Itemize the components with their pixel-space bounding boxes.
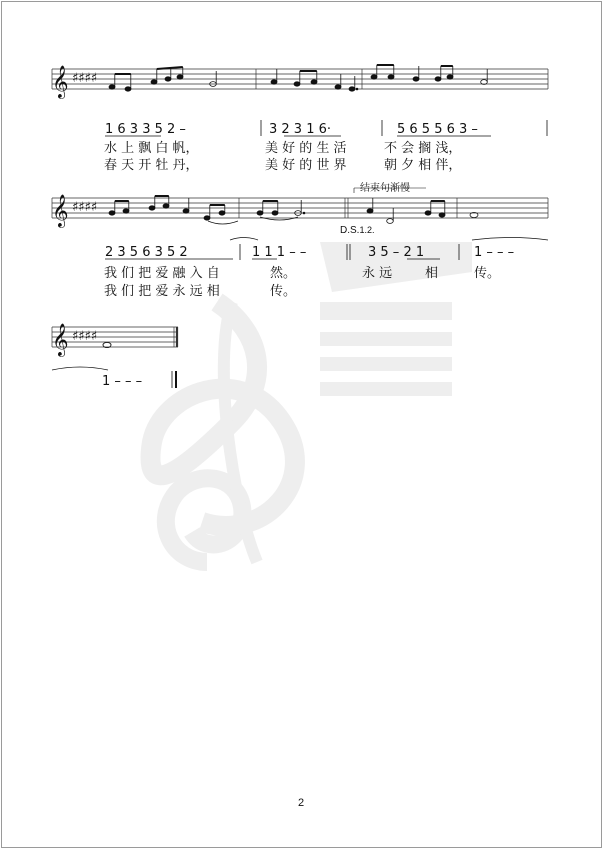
key-signature-sharps: ♯♯♯♯ xyxy=(72,329,98,344)
lyric-line1-m2: 美 好 的 生 活 xyxy=(265,141,347,156)
lyrics-system-1 xyxy=(104,140,461,173)
lyric-line2-m1: 春 天 开 牡 丹， xyxy=(104,158,199,173)
lyric-line2-m3: 朝 夕 相 伴， xyxy=(384,158,462,173)
treble-clef-icon: 𝄞 xyxy=(52,323,69,356)
tempo-annotation xyxy=(354,181,426,194)
lyric-line1-m4: 我 们 把 爱 融 入 自 xyxy=(104,266,220,281)
jianpu-measure-5: 1 1 1 – – xyxy=(252,245,307,260)
staff-system-3 xyxy=(52,327,178,347)
key-signature-sharps: ♯♯♯♯ xyxy=(72,200,98,215)
lyric-line1-m5: 然。 xyxy=(270,266,297,281)
lyric-line1-m7: 传。 xyxy=(474,266,501,281)
jianpu-system-1 xyxy=(105,120,547,137)
jianpu-measure-4: 2 3 5 6 3 5 2 xyxy=(105,245,188,260)
notes-system-2 xyxy=(109,196,478,224)
jianpu-system-3 xyxy=(52,367,176,389)
lyric-line2-m5: 传。 xyxy=(270,284,297,299)
jianpu-measure-2: 3 2 3 1 6· xyxy=(269,122,332,137)
treble-clef-icon: 𝄞 xyxy=(52,65,69,98)
lyric-line1-m1: 水 上 飘 白 帆， xyxy=(104,141,199,156)
lyric-line1-m6a: 永 远 xyxy=(362,266,393,281)
score-page xyxy=(1,1,602,848)
jianpu-measure-8: 1 – – – xyxy=(102,374,143,389)
page-number: 2 xyxy=(298,797,305,809)
key-signature-sharps: ♯♯♯♯ xyxy=(72,71,98,86)
score-canvas xyxy=(2,2,601,847)
ds-label: D.S.1.2. xyxy=(340,225,375,236)
jianpu-measure-3: 5 6 5 5 6 3 – xyxy=(397,122,478,137)
lyric-line2-m4: 我 们 把 爱 永 远 相 xyxy=(104,284,220,299)
lyric-line2-m2: 美 好 的 世 界 xyxy=(265,158,347,173)
treble-clef-icon: 𝄞 xyxy=(52,194,69,227)
jianpu-measure-1: 1 6 3 3 5 2 – xyxy=(105,122,186,137)
lyric-line1-m3: 不 会 搁 浅， xyxy=(384,141,462,156)
annotation-text: 结束句渐慢 xyxy=(360,183,410,194)
jianpu-measure-6: 3 5 – 2 1 xyxy=(368,245,425,260)
lyric-line1-m6b: 相 xyxy=(425,266,439,281)
jianpu-measure-7: 1 – – – xyxy=(474,245,515,260)
